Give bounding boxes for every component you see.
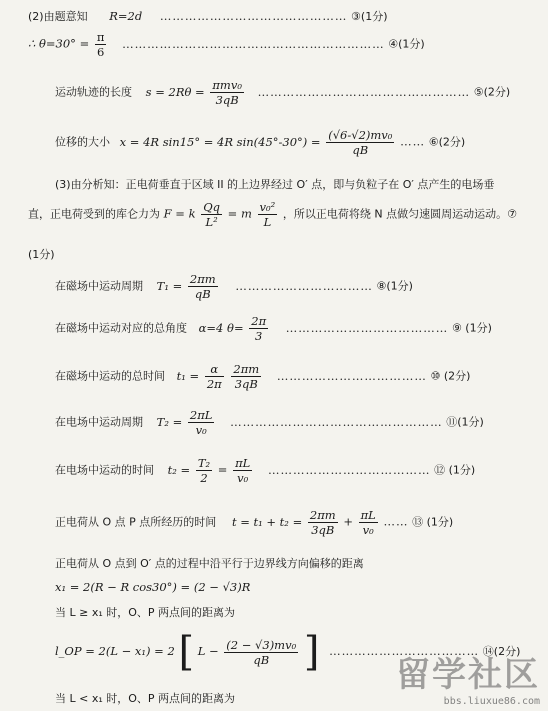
line-magnetic-time bbox=[55, 362, 470, 391]
watermark-title: 留学社区 bbox=[396, 655, 540, 695]
score-mark: ⑧(1分) bbox=[376, 279, 413, 293]
denominator: v₀ bbox=[237, 471, 249, 485]
numerator: πL bbox=[360, 508, 376, 522]
fraction-b bbox=[258, 200, 278, 229]
label: 运动轨迹的长度 bbox=[55, 85, 132, 99]
bracket-inner: L − bbox=[197, 644, 219, 658]
numerator: (√6-√2)mv₀ bbox=[328, 128, 393, 142]
equation: s = 2Rθ = bbox=[145, 84, 205, 99]
numerator: T₂ bbox=[197, 456, 211, 470]
equation: t₂ = bbox=[167, 462, 191, 477]
line-score-7: (1分) bbox=[28, 248, 55, 261]
denominator: v₀ bbox=[195, 423, 207, 437]
numerator: α bbox=[205, 362, 224, 377]
score-mark: ⑪(1分) bbox=[446, 415, 484, 429]
line-r-eq-2d bbox=[28, 8, 388, 24]
dots: …………………………………………… bbox=[257, 84, 471, 99]
line-total-time bbox=[55, 508, 453, 537]
fraction bbox=[210, 78, 244, 107]
line-condition-ge: 当 L ≥ x₁ 时，O、P 两点间的距离为 bbox=[55, 606, 236, 619]
equation-a: F = k bbox=[163, 206, 196, 221]
text-pre: 直，正电荷受到的库仑力为 bbox=[28, 207, 160, 221]
equation: x = 4R sin15° = 4R sin(45°-30°) = bbox=[119, 134, 321, 149]
plus: + bbox=[343, 514, 353, 529]
fraction bbox=[224, 638, 298, 667]
numerator: π bbox=[96, 30, 105, 44]
fraction-a bbox=[196, 456, 212, 485]
score-mark: ③(1分) bbox=[351, 10, 388, 23]
denominator: 6 bbox=[96, 45, 105, 59]
fraction-a bbox=[308, 508, 338, 537]
equation: T₂ = bbox=[156, 414, 183, 429]
score-mark: ⑫ (1分) bbox=[434, 463, 476, 477]
numerator: 2πm bbox=[189, 272, 216, 286]
watermark bbox=[396, 647, 540, 707]
equation: α=4 θ= bbox=[198, 320, 244, 335]
numerator: 2πm bbox=[233, 362, 260, 376]
denominator: L bbox=[263, 215, 272, 229]
equation: ∴ θ=30° = bbox=[28, 36, 90, 51]
line-path-length bbox=[55, 78, 510, 107]
fraction-a bbox=[205, 362, 224, 391]
line-electric-period bbox=[55, 408, 484, 437]
dots: ……………………………… bbox=[276, 368, 427, 383]
equation: T₁ = bbox=[156, 278, 183, 293]
equals: = bbox=[217, 462, 228, 477]
score-mark: ⑥(2分) bbox=[428, 135, 466, 149]
numerator: πL bbox=[235, 456, 251, 470]
denominator: 3qB bbox=[234, 377, 258, 391]
score-mark: ⑬ (1分) bbox=[412, 515, 454, 529]
numerator: 2π bbox=[251, 314, 267, 328]
line-coulomb-force bbox=[28, 200, 517, 229]
left-bracket: [ bbox=[178, 629, 195, 675]
line-condition-lt: 当 L < x₁ 时，O、P 两点间的距离为 bbox=[55, 692, 236, 705]
numerator: v₀² bbox=[259, 200, 276, 214]
denominator: 3qB bbox=[215, 93, 239, 107]
denominator: 3qB bbox=[311, 523, 335, 537]
label: 在电场中运动的时间 bbox=[55, 463, 154, 477]
dots: ………………………………… bbox=[285, 320, 449, 335]
numerator: πmv₀ bbox=[212, 78, 242, 92]
numerator: 2πL bbox=[189, 408, 213, 422]
dots: …………………………………………… bbox=[230, 414, 443, 429]
denominator: 2 bbox=[200, 471, 208, 485]
dots: …… bbox=[400, 134, 426, 149]
score-mark: ⑤(2分) bbox=[473, 85, 511, 99]
label: 正电荷从 O 点 P 点所经历的时间 bbox=[55, 515, 217, 529]
line-total-angle bbox=[55, 314, 492, 343]
equation: t₁ = bbox=[176, 368, 200, 383]
equation: t = t₁ + t₂ = bbox=[231, 514, 303, 529]
denominator: qB bbox=[352, 143, 369, 157]
numerator: Qq bbox=[203, 200, 221, 214]
fraction bbox=[188, 272, 218, 301]
numerator: (2 − √3)mv₀ bbox=[226, 637, 297, 652]
label: 在电场中运动周期 bbox=[55, 415, 143, 429]
denominator: v₀ bbox=[362, 523, 374, 537]
score-mark: ⑨ (1分) bbox=[451, 321, 492, 335]
line-magnetic-period bbox=[55, 272, 413, 301]
label: 在磁场中运动的总时间 bbox=[55, 369, 165, 383]
score-mark: ⑩ (2分) bbox=[430, 369, 471, 383]
right-bracket: ] bbox=[303, 629, 320, 675]
fraction bbox=[188, 408, 215, 437]
line-displacement bbox=[55, 128, 465, 157]
equation: l_OP = 2(L − x₁) = 2 bbox=[55, 644, 175, 658]
dots: …… bbox=[383, 514, 409, 529]
equation: R=2d bbox=[109, 9, 143, 23]
label: (2)由题意知 bbox=[28, 10, 88, 23]
dots: ………………………………… bbox=[267, 462, 431, 477]
denominator: qB bbox=[194, 287, 211, 301]
fraction-b bbox=[231, 362, 261, 391]
numerator: 2πm bbox=[309, 508, 336, 522]
score-mark: ⑭(2分) bbox=[482, 645, 521, 658]
fraction bbox=[326, 128, 394, 157]
fraction-b bbox=[359, 508, 378, 537]
label: 在磁场中运动周期 bbox=[55, 279, 143, 293]
line-analysis: (3)由分析知：正电荷垂直于区域 II 的上边界经过 O′ 点，即与负粒子在 O′ 点产生的电场垂 bbox=[55, 178, 495, 191]
denominator: 3 bbox=[255, 329, 263, 343]
dots: ……………………………………… bbox=[159, 9, 348, 23]
equation-b: = m bbox=[227, 206, 252, 221]
line-theta bbox=[28, 30, 425, 59]
dots: ……………………………… bbox=[329, 644, 480, 658]
label: 在磁场中运动对应的总角度 bbox=[55, 321, 187, 335]
fraction bbox=[249, 314, 268, 343]
text-post: ，所以正电荷将绕 N 点做匀速圆周运动运动。⑦ bbox=[282, 207, 517, 221]
denominator: qB bbox=[253, 652, 270, 667]
line-x1-eq: x₁ = 2(R − R cos30°) = (2 − √3)R bbox=[55, 580, 251, 594]
line-electric-time bbox=[55, 456, 475, 485]
dots: …………………………… bbox=[235, 278, 373, 293]
fraction-a bbox=[201, 200, 222, 229]
score-mark: ④(1分) bbox=[388, 37, 425, 51]
dots: ……………………………………………………… bbox=[122, 36, 385, 51]
watermark-url: bbs.liuxue86.com bbox=[443, 696, 540, 707]
denominator: 2π bbox=[206, 377, 222, 391]
fraction-b bbox=[233, 456, 252, 485]
denominator: L² bbox=[205, 215, 218, 229]
line-offset-desc: 正电荷从 O 点到 O′ 点的过程中沿平行于边界线方向偏移的距离 bbox=[55, 557, 364, 570]
fraction bbox=[95, 30, 107, 59]
label: 位移的大小 bbox=[55, 135, 110, 149]
